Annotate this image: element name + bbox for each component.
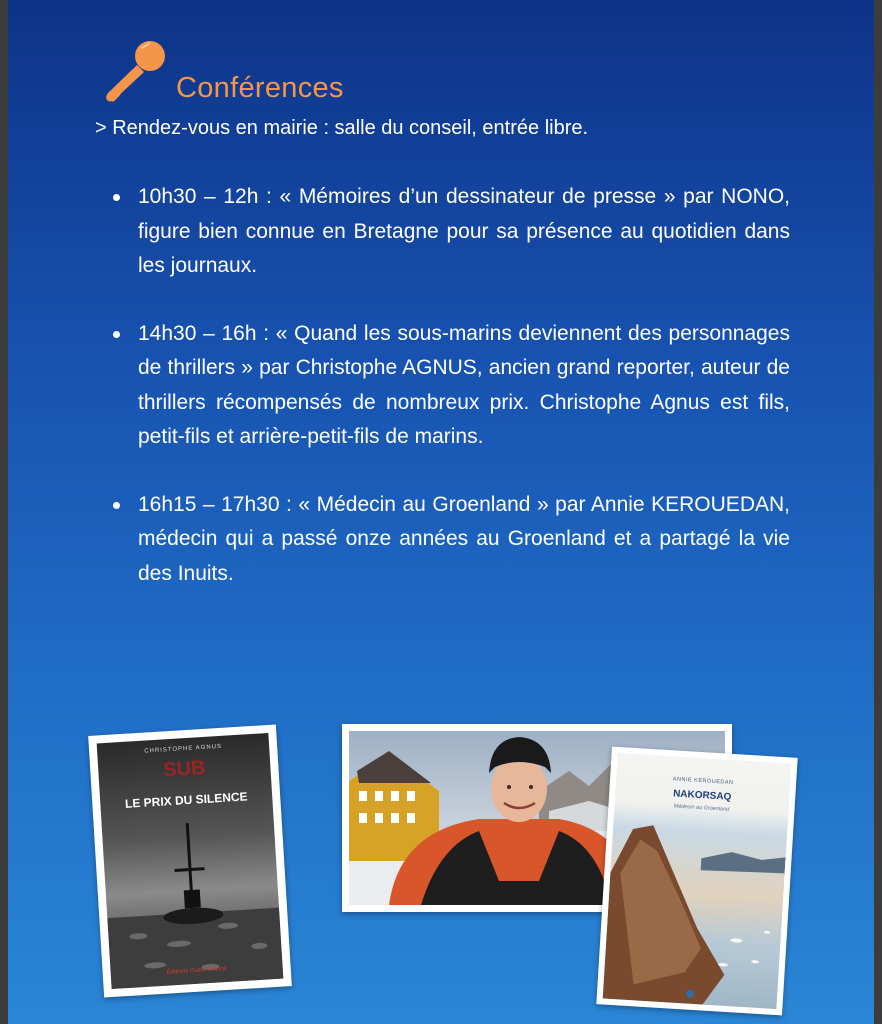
talk-item: 16h15 – 17h30 : « Médecin au Groenland » par Annie KEROUEDAN, médecin qui a passé onze années au Groenland et a partagé la vie des Inuits. <box>106 488 790 592</box>
book-author: ANNIE KEROUEDAN <box>672 776 734 787</box>
talks-list <box>106 180 790 624</box>
book-cover-image <box>97 733 284 989</box>
poster-page <box>8 0 874 1024</box>
venue-info: > Rendez-vous en mairie : salle du conseil, entrée libre. <box>95 117 589 139</box>
book-red-title: SUB <box>162 756 207 782</box>
book-cover-nakorsaq <box>596 747 797 1016</box>
book-title: LE PRIX DU SILENCE <box>124 789 248 811</box>
book-publisher: Éditions Ouest-France <box>166 965 227 976</box>
book-title: NAKORSAQ <box>672 788 732 803</box>
book-subtitle: Médecin au Groenland <box>673 803 730 813</box>
book-cover-image <box>603 753 792 1009</box>
section-title: Conférences <box>176 72 344 104</box>
book-cover-prix-du-silence <box>88 725 292 998</box>
talk-item: 10h30 – 12h : « Mémoires d’un dessinateur de presse » par NONO, figure bien connue en Bretagne pour sa présence au quotidien dans les journaux. <box>106 180 790 284</box>
microphone-icon <box>100 38 170 108</box>
talk-item: 14h30 – 16h : « Quand les sous-marins deviennent des personnages de thrillers » par Christophe AGNUS, ancien grand reporter, auteur de thrillers récompensés de nombreux prix. Christophe Agnus est fils, petit-fils et arrière-petit-fils de marins. <box>106 317 790 455</box>
book-author: CHRISTOPHE AGNUS <box>144 743 223 755</box>
